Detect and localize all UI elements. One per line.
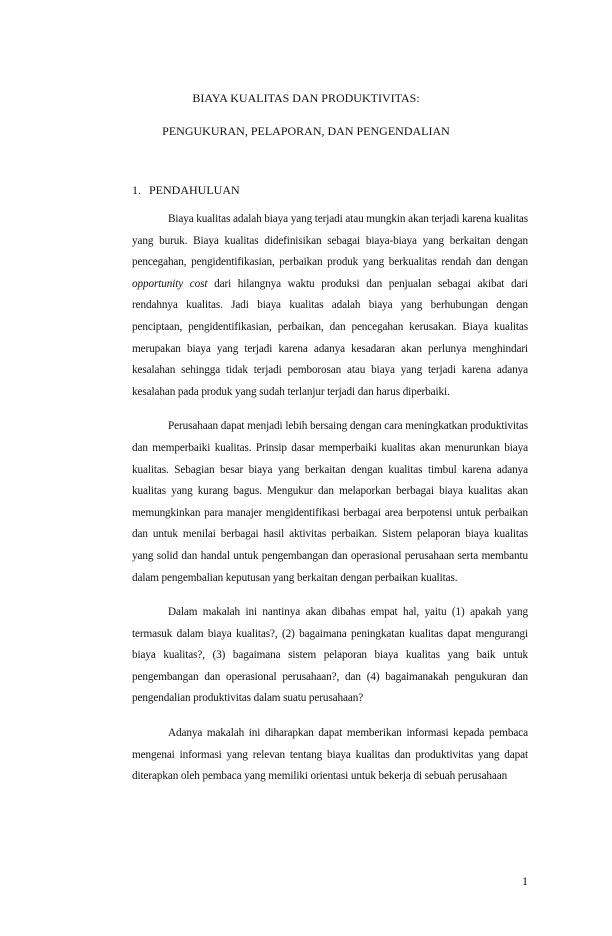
section-title: PENDAHULUAN	[149, 183, 240, 197]
paragraph-1	[132, 209, 528, 403]
paragraph-1-text-end: dari hilangnya waktu produksi dan penjualan sebagai akibat dari rendahnya kualitas. Jadi biaya kualitas adalah biaya yang berhubungan dengan penciptaan, pengidentifikasian, perbaikan, dan pencegahan kerusakan. Biaya kualitas merupakan biaya yang terjadi karena adanya kesadaran akan perlunya menghindari kesalahan sehingga tidak terjadi pemborosan atau biaya yang terjadi karena adanya kesalahan pada produk yang sudah terlanjur terjadi dan harus diperbaiki.	[132, 277, 528, 398]
paragraph-2: Perusahaan dapat menjadi lebih bersaing dengan cara meningkatkan produktivitas dan memperbaiki kualitas. Prinsip dasar memperbaiki kualitas akan menurunkan biaya kualitas. Sebagian besar biaya yang berkaitan dengan kualitas timbul karena adanya kualitas yang kurang bagus. Mengukur dan melaporkan berbagai biaya kualitas akan memungkinkan para manajer mengidentifikasi berbagai area berpotensi untuk perbaikan dan untuk menilai berbagai hasil aktivitas perbaikan. Sistem pelaporan biaya kualitas yang solid dan handal untuk pengembangan dan operasional perusahaan serta membantu dalam pengembalian keputusan yang berkaitan dengan perbaikan kualitas.	[132, 420, 528, 584]
paragraph-3: Dalam makalah ini nantinya akan dibahas empat hal, yaitu (1) apakah yang termasuk dalam biaya kualitas?, (2) bagaimana peningkatan kualitas dapat mengurangi biaya kualitas?, (3) bagaimana sistem pelaporan biaya kualitas yang baik untuk pengembangan dan operasional perusahaan?, dan (4) bagaimanakah pengukuran dan pengendalian produktivitas dalam suatu perusahaan?	[132, 606, 528, 705]
section-number: 1.	[132, 183, 141, 197]
paragraph-1-text-start: Biaya kualitas adalah biaya yang terjadi atau mungkin akan terjadi karena kualitas yang buruk. Biaya kualitas didefinisikan sebagai biaya-biaya yang berkaitan dengan pencegahan, pengidentifikasian, perbaikan produk yang berkualitas rendah dan dengan	[132, 213, 528, 269]
document-subtitle: PENGUKURAN, PELAPORAN, DAN PENGENDALIAN	[162, 124, 450, 138]
paragraph-1-italic-term: opportunity cost	[132, 277, 208, 290]
document-body	[132, 209, 528, 801]
document-title: BIAYA KUALITAS DAN PRODUKTIVITAS:	[192, 91, 420, 105]
paragraph-4: Adanya makalah ini diharapkan dapat memberikan informasi kepada pembaca mengenai informasi yang relevan tentang biaya kualitas dan produktivitas yang dapat diterapkan oleh pembaca yang memiliki orientasi untuk bekerja di sebuah perusahaan	[132, 727, 528, 783]
page-number: 1	[522, 874, 528, 888]
section-heading	[132, 183, 240, 197]
